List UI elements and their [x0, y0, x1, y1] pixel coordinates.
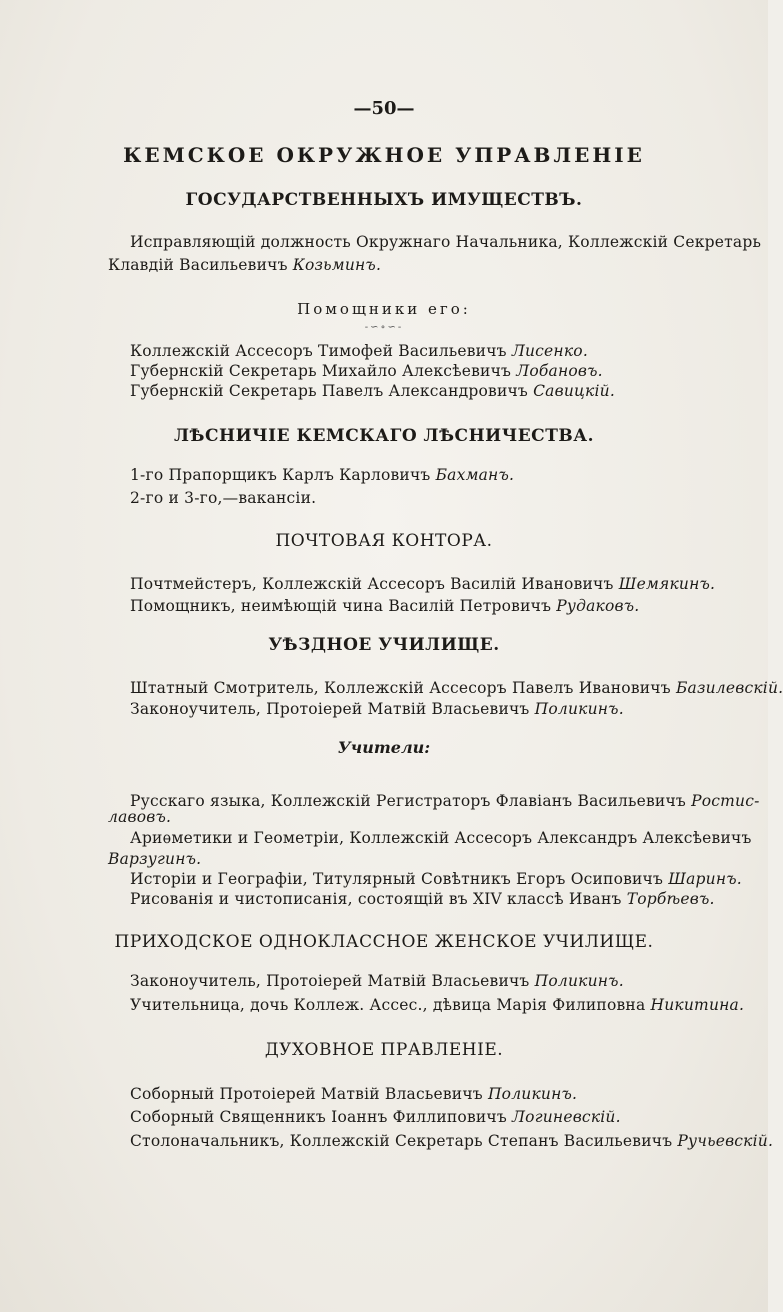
page-number: —50—	[353, 98, 415, 119]
ornament: -∽∘∽-	[364, 322, 404, 333]
person-name: Никитина.	[650, 996, 745, 1014]
person-name: Рудаковъ.	[556, 597, 640, 615]
text-line: Губернскій Секретарь Михайло Алексѣевичъ Лобановъ.	[130, 362, 603, 380]
text-line: Коллежскій Ассесоръ Тимофей Васильевичъ Лисенко.	[130, 342, 588, 360]
person-name: Шаринъ.	[668, 870, 742, 888]
person-name: Шемякинъ.	[618, 575, 716, 593]
person-name: Савицкій.	[533, 382, 615, 400]
person-name: Поликинъ.	[487, 1085, 578, 1103]
subheading-uchiteli: Учители:	[337, 738, 431, 757]
person-name: Базилевскій.	[675, 679, 783, 697]
section-title-lesnichie: ЛѢСНИЧІЕ КЕМСКАГО ЛѢСНИЧЕСТВА.	[174, 426, 594, 446]
section-title-prikhodskoe-uchilishche: ПРИХОДСКОЕ ОДНОКЛАССНОЕ ЖЕНСКОЕ УЧИЛИЩЕ.	[114, 932, 654, 952]
section-title-okruzhnoe: КЕМСКОЕ ОКРУЖНОЕ УПРАВЛЕНІЕ	[123, 143, 645, 167]
person-name: лавовъ.	[108, 808, 172, 826]
person-name: Логиневскій.	[512, 1108, 621, 1126]
text-line: Столоначальникъ, Коллежскій Секретарь Степанъ Васильевичъ Ручьевскій.	[130, 1132, 774, 1150]
text-line: Клавдій Васильевичъ Козьминъ.	[108, 256, 382, 274]
person-name: Ростис-	[691, 792, 760, 810]
text-line: Учительница, дочь Коллеж. Ассес., дѣвица Марія Филиповна Никитина.	[130, 996, 745, 1014]
text-line: 1-го Прапорщикъ Карлъ Карловичъ Бахманъ.	[130, 466, 515, 484]
text-line: Соборный Священникъ Іоаннъ Филлиповичъ Логиневскій.	[130, 1108, 621, 1126]
person-name: Торбѣевъ.	[626, 890, 715, 908]
text-line: Почтмейстеръ, Коллежскій Ассесоръ Василій Ивановичъ Шемякинъ.	[130, 575, 716, 593]
section-title-pochtovaya-kontora: ПОЧТОВАЯ КОНТОРА.	[275, 531, 493, 551]
person-name: Поликинъ.	[534, 700, 624, 718]
section-title-uezdnoe-uchilishche: УѢЗДНОЕ УЧИЛИЩЕ.	[268, 635, 500, 655]
text-line: Соборный Протоіерей Матвій Власьевичъ Поликинъ.	[130, 1085, 578, 1103]
person-name: Бахманъ.	[435, 466, 515, 484]
text-line: Русскаго языка, Коллежскій Регистраторъ Флавіанъ Васильевичъ Ростис-	[130, 792, 760, 810]
text-line: 2-го и 3-го,—вакансіи.	[130, 489, 317, 507]
subheading-pomoshchniki: Помощники его:	[297, 300, 471, 318]
person-name: Ручьевскій.	[677, 1132, 774, 1150]
text-line: Рисованія и чистописанія, состоящій въ XIV классѣ Иванъ Торбѣевъ.	[130, 890, 715, 908]
section-subtitle-imushchestv: ГОСУДАРСТВЕННЫХЪ ИМУЩЕСТВЪ.	[185, 190, 583, 210]
person-name: Лисенко.	[511, 342, 588, 360]
text-line: Законоучитель, Протоіерей Матвій Власьевичъ Поликинъ.	[130, 700, 624, 718]
text-line: Исправляющій должность Окружнаго Начальника, Коллежскій Секретарь	[130, 233, 762, 251]
section-title-dukhovnoe-pravlenie: ДУХОВНОЕ ПРАВЛЕНІЕ.	[264, 1040, 504, 1060]
text-line: Ариѳметики и Геометріи, Коллежскій Ассесоръ Александръ Алексѣевичъ	[130, 829, 752, 847]
text-line: Губернскій Секретарь Павелъ Александровичъ Савицкій.	[130, 382, 615, 400]
text-line: Исторіи и Географіи, Титулярный Совѣтникъ Егоръ Осиповичъ Шаринъ.	[130, 870, 742, 888]
person-name: Поликинъ.	[534, 972, 624, 990]
person-name: Лобановъ.	[516, 362, 603, 380]
text-line: Помощникъ, неимѣющій чина Василій Петровичъ Рудаковъ.	[130, 597, 640, 615]
text-line: Штатный Смотритель, Коллежскій Ассесоръ Павелъ Ивановичъ Базилевскій.	[130, 679, 783, 697]
person-name: Варзугинъ.	[108, 850, 202, 868]
person-name: Козьминъ.	[292, 256, 382, 274]
text-line: Законоучитель, Протоіерей Матвій Власьевичъ Поликинъ.	[130, 972, 624, 990]
